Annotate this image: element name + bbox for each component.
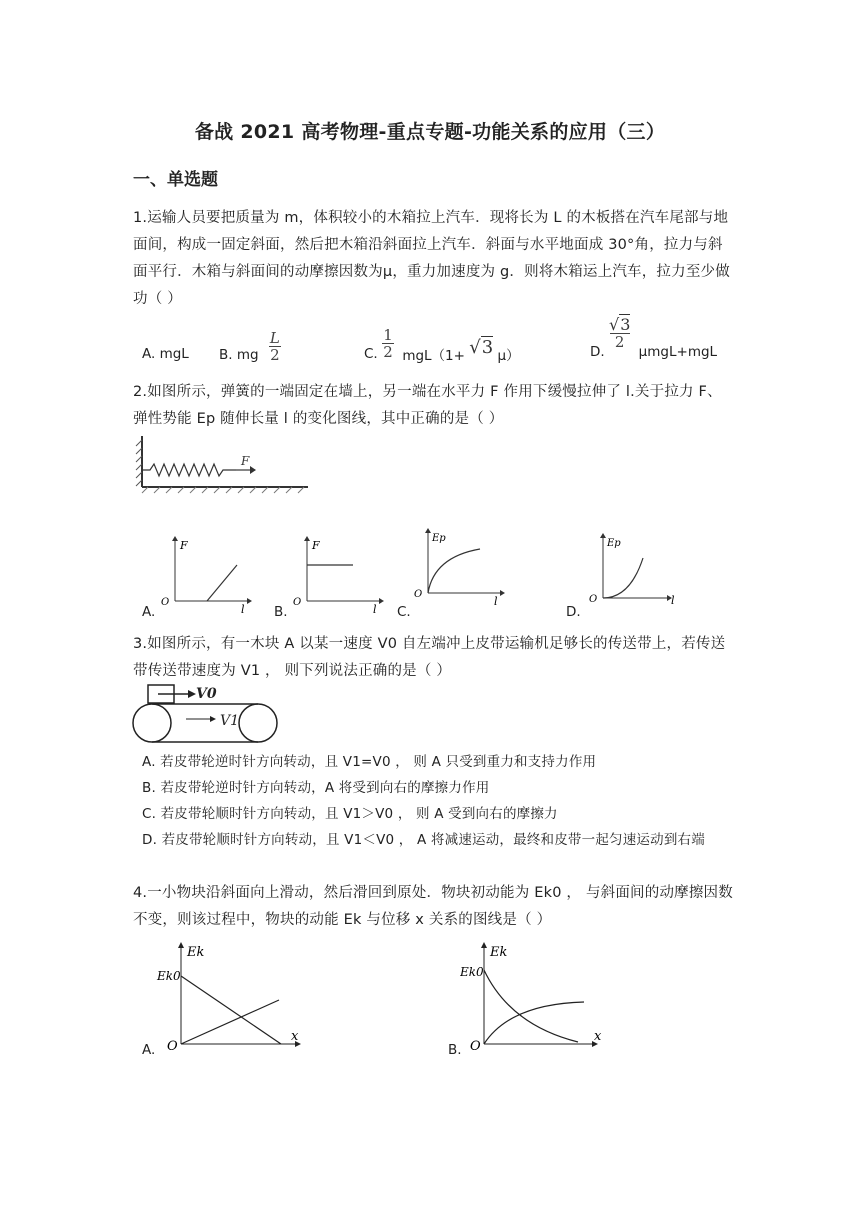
question-1-text: 1.运输人员要把质量为 m，体积较小的木箱拉上汽车．现将长为 L 的木板搭在汽车尾部与地面间，构成一固定斜面，然后把木箱沿斜面拉上汽车．斜面与水平地面成 30°角，拉力与斜面平行．木箱与斜面间的动摩擦因数为μ，重力加速度为 g．则将木箱运上汽车，拉力至少做功（ ）	[133, 210, 730, 307]
svg-text:O: O	[167, 1039, 178, 1054]
q2-option-b-label: B.	[274, 604, 288, 620]
q4a-up-line	[181, 1000, 279, 1044]
svg-text:O: O	[589, 594, 598, 605]
q2a-line	[207, 565, 237, 601]
q4b-up-curve	[484, 1002, 584, 1044]
spring-wall-figure	[128, 432, 313, 494]
svg-text:V1: V1	[220, 713, 240, 729]
svg-text:Ek0: Ek0	[460, 965, 484, 979]
svg-text:F: F	[312, 539, 320, 552]
q3-option-c: C. 若皮带轮顺时针方向转动，且 V1＞V0 ， 则 A 受到向右的摩擦力	[142, 806, 558, 822]
q2-option-a-label: A.	[142, 604, 156, 620]
question-4-text: 4.一小物块沿斜面向上滑动，然后滑回到原处．物块初动能为 Ek0 ， 与斜面间的动摩擦因数不变，则该过程中，物块的动能 Ek 与位移 x 关系的图线是（ ）	[133, 885, 733, 928]
svg-text:l: l	[671, 594, 675, 607]
q4b-down-curve	[484, 970, 578, 1042]
left-wheel	[133, 704, 171, 742]
svg-text:Ek: Ek	[490, 945, 508, 960]
q4-graph-a	[155, 940, 315, 1055]
q4a-down-line	[181, 976, 281, 1044]
svg-text:Ep: Ep	[607, 538, 621, 549]
svg-text:l: l	[494, 595, 498, 607]
q1-option-a: A. mgL	[142, 346, 189, 362]
q1-option-b: B. mg $\frac{L}{2}$	[219, 329, 280, 364]
svg-text:Ek0: Ek0	[157, 969, 181, 983]
right-wheel	[239, 704, 277, 742]
q4-graph-b	[460, 940, 620, 1055]
q2-option-d-label: D.	[566, 604, 581, 620]
q2-option-c-label: C.	[397, 604, 411, 620]
spring	[142, 464, 236, 476]
q3-option-a: A. 若皮带轮逆时针方向转动，且 V1=V0 ， 则 A 只受到重力和支持力作用	[142, 754, 597, 770]
q4-option-b-label: B.	[448, 1042, 462, 1058]
svg-text:Ep: Ep	[432, 533, 446, 544]
force-arrow-icon	[250, 466, 256, 474]
q1-option-c: C. $\frac{1}{2} mgL(1+ √3$ μ）	[364, 326, 520, 364]
svg-text:V0: V0	[196, 686, 217, 702]
force-label: F	[241, 454, 250, 468]
question-2-text: 2.如图所示，弹簧的一端固定在墙上，另一端在水平力 F 作用下缓慢拉伸了 l.关于拉力 F、弹性势能 Ep 随伸长量 l 的变化图线，其中正确的是（ ）	[133, 384, 722, 427]
q2-graph-a	[155, 535, 255, 615]
svg-text:l: l	[241, 603, 245, 615]
svg-text:x: x	[594, 1029, 602, 1044]
svg-text:O: O	[470, 1039, 481, 1054]
svg-text:x: x	[291, 1029, 299, 1044]
svg-text:Ek: Ek	[187, 945, 205, 960]
q2-graph-d	[585, 532, 685, 612]
question-3-text: 3.如图所示，有一木块 A 以某一速度 V0 自左端冲上皮带运输机足够长的传送带上，若传送带传送带速度为 V1 ， 则下列说法正确的是（ ）	[133, 636, 726, 679]
conveyor-belt-figure	[130, 683, 280, 747]
section-heading: 一、单选题	[133, 170, 218, 190]
page-title: 备战 2021 高考物理-重点专题-功能关系的应用（三）	[194, 121, 666, 143]
q2-graph-c	[410, 527, 510, 607]
q3-option-b: B. 若皮带轮逆时针方向转动，A 将受到向右的摩擦力作用	[142, 780, 490, 796]
q2d-curve	[603, 558, 643, 598]
q3-option-d: D. 若皮带轮顺时针方向转动，且 V1＜V0 ， A 将减速运动，最终和皮带一起匀速运动到右端	[142, 832, 705, 848]
q1-option-d: D. $\frac{√3}{2} \mu mgL+mgL$	[590, 315, 718, 360]
svg-text:l: l	[373, 603, 377, 615]
q2c-curve	[428, 549, 480, 593]
svg-text:F: F	[180, 539, 188, 552]
svg-text:O: O	[161, 597, 170, 608]
svg-text:O: O	[414, 589, 423, 600]
svg-text:O: O	[293, 597, 302, 608]
q4-option-a-label: A.	[142, 1042, 156, 1058]
q2-graph-b	[287, 535, 387, 615]
